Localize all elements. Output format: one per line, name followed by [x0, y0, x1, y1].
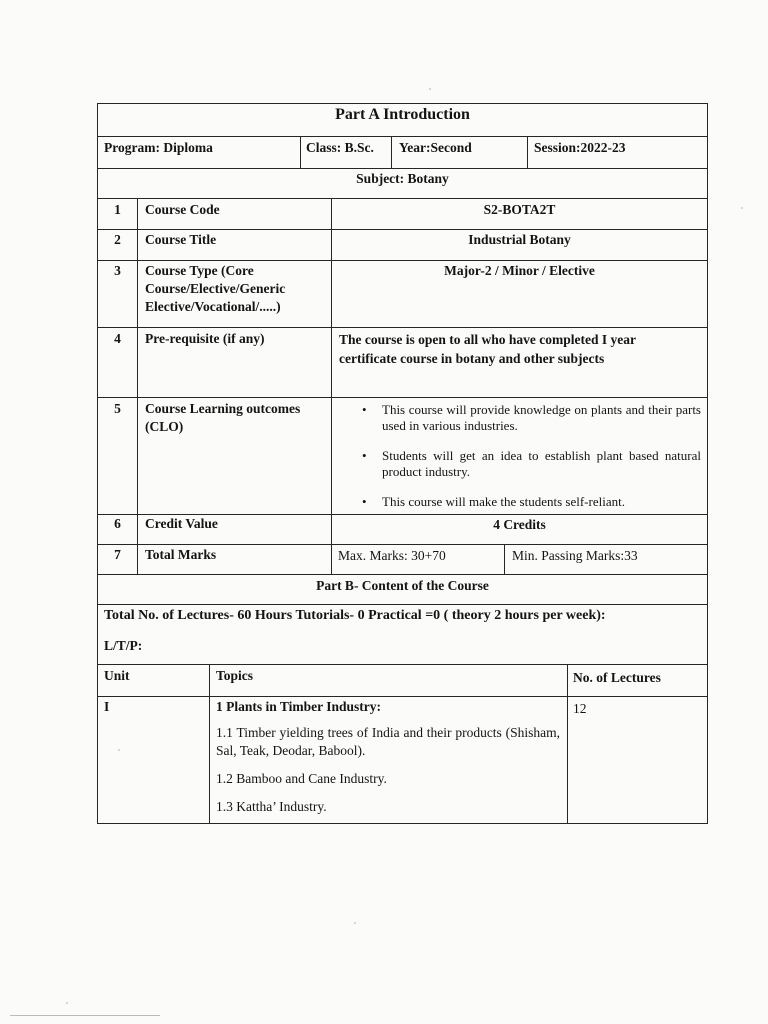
- rule: [504, 544, 505, 574]
- topic-item: 1.3 Kattha’ Industry.: [216, 799, 327, 814]
- clo-list-container: [356, 402, 701, 510]
- course-type-value: Major-2 / Minor / Elective: [444, 263, 595, 278]
- row-number: 3: [114, 263, 121, 278]
- row-label: Course Title: [145, 232, 217, 247]
- lectures-line: Total No. of Lectures- 60 Hours Tutorials- 0 Practical =0 ( theory 2 hours per week):: [104, 608, 606, 623]
- rule: [137, 198, 138, 574]
- rule: [97, 136, 708, 137]
- rule: [97, 696, 708, 697]
- course-title-value: Industrial Botany: [468, 232, 571, 247]
- unit-topics: [216, 698, 560, 816]
- rule: [97, 260, 708, 261]
- rule: [300, 136, 301, 168]
- row-number: 4: [114, 331, 121, 346]
- scan-speck: [354, 922, 356, 924]
- rule: [707, 103, 708, 824]
- scan-speck: [118, 749, 120, 751]
- rule: [97, 229, 708, 230]
- scan-speck: [429, 88, 431, 90]
- rule: [97, 397, 708, 398]
- part-b-title: Part B- Content of the Course: [316, 578, 489, 593]
- topics-header: Topics: [216, 668, 254, 683]
- row-label: Credit Value: [145, 516, 218, 531]
- rule: [391, 136, 392, 168]
- rule: [97, 574, 708, 575]
- rule: [97, 604, 708, 605]
- row-number: 6: [114, 516, 121, 531]
- topic-item: 1.2 Bamboo and Cane Industry.: [216, 771, 387, 786]
- row-label: Total Marks: [145, 547, 217, 562]
- clo-list: [356, 402, 701, 510]
- row-number: 1: [114, 202, 121, 217]
- row-label: Course Code: [145, 202, 220, 217]
- rule: [97, 327, 708, 328]
- unit-lectures: 12: [573, 701, 587, 716]
- row-number: 2: [114, 232, 121, 247]
- clo-item: • Students will get an idea to establish plant based natural product industry.: [356, 448, 701, 480]
- scan-mark: [10, 1015, 160, 1016]
- subject-label: Subject: Botany: [356, 171, 449, 186]
- max-marks: Max. Marks: 30+70: [338, 548, 446, 563]
- clo-item: • This course will make the students self-reliant.: [356, 494, 701, 510]
- part-a-title: Part A Introduction: [335, 106, 470, 123]
- session-label: Session:2022-23: [534, 140, 626, 155]
- row-number: 5: [114, 401, 121, 416]
- min-marks: Min. Passing Marks:33: [512, 548, 638, 563]
- credit-value: 4 Credits: [493, 517, 546, 532]
- row-label: Pre-requisite (if any): [145, 331, 265, 346]
- rule: [527, 136, 528, 168]
- ltp-label: L/T/P:: [104, 638, 143, 653]
- unit-title: 1 Plants in Timber Industry:: [216, 699, 382, 714]
- rule: [97, 168, 708, 169]
- rule: [97, 823, 708, 824]
- row-number: 7: [114, 547, 121, 562]
- row-label: Course Type (Core Course/Elective/Generic Elective/Vocational/.....): [145, 263, 286, 314]
- scan-speck: [66, 1002, 68, 1004]
- rule: [97, 544, 708, 545]
- lectures-header: No. of Lectures: [573, 670, 661, 685]
- program-label: Program: Diploma: [104, 140, 213, 155]
- class-text: Class: B.Sc.: [306, 140, 374, 155]
- class-label: [306, 139, 374, 157]
- rule: [97, 664, 708, 665]
- prerequisite-value: The course is open to all who have completed I year certificate course in botany and other subjects: [339, 332, 636, 366]
- topic-item: 1.1 Timber yielding trees of India and their products (Shisham, Sal, Teak, Deodar, Babool).: [216, 725, 560, 758]
- unit-number: I: [104, 699, 110, 714]
- rule: [567, 664, 568, 824]
- course-code-value: S2-BOTA2T: [483, 202, 556, 217]
- rule: [209, 664, 210, 824]
- rule: [97, 198, 708, 199]
- row-label: Course Learning outcomes (CLO): [145, 401, 301, 434]
- unit-header: Unit: [104, 668, 130, 683]
- year-label: Year:Second: [399, 140, 472, 155]
- clo-item: • This course will provide knowledge on plants and their parts used in various industries.: [356, 402, 701, 434]
- scan-speck: [741, 207, 743, 209]
- rule: [97, 103, 708, 104]
